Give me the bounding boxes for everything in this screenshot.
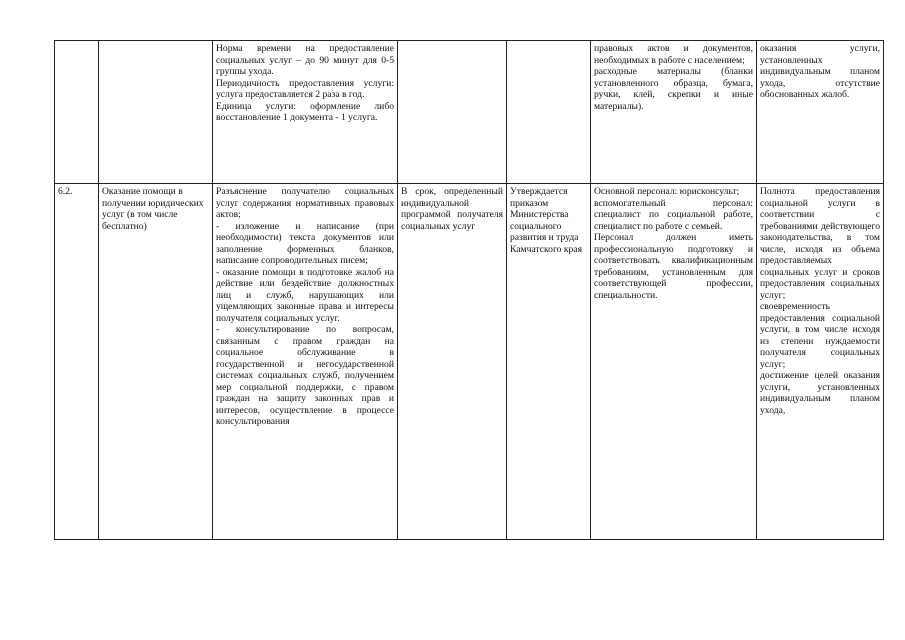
cell-approval <box>507 41 591 184</box>
cell-number: 6.2. <box>55 184 99 540</box>
description-line: Норма времени на предоставление социальных услуг – до 90 минут для 0-5 группы ухода. <box>216 43 394 77</box>
quality-line: своевременность предоставления социальной услуги, в том числе исходя из степени нуждаемости получателя социальных услуг; <box>760 301 880 370</box>
cell-description <box>213 41 398 184</box>
description-line: Единица услуги: оформление либо восстановление 1 документа - 1 услуга. <box>216 100 394 123</box>
cell-conditions <box>591 41 757 184</box>
cell-conditions <box>591 184 757 540</box>
cell-approval: Утверждается приказом Министерства социального развития и труда Камчатского края <box>507 184 591 540</box>
description-line: Периодичность предоставления услуги: услуга предоставляется 2 раза в год. <box>216 77 394 100</box>
conditions-line: расходные материалы (бланки установленного образца, бумага, ручки, клей, скрепки и иные материалы). <box>594 66 753 112</box>
quality-line: оказания услуги, установленных индивидуальным планом ухода, отсутствие обоснованных жалоб. <box>760 43 880 100</box>
conditions-line: Основной персонал: юрисконсульт; <box>594 186 740 197</box>
description-line: - оказание помощи в подготовке жалоб на действие или бездействие должностных лиц и служб, нарушающих или ущемляющих законные права и интересы получателя социальных услуг. <box>216 266 394 324</box>
description-line: Разъяснение получателю социальных услуг содержания нормативных правовых актов; <box>216 186 394 220</box>
cell-quality <box>757 41 884 184</box>
description-line: - изложение и написание (при необходимости) текста документов или заполнение форменных бланков, написание сопроводительных писем; <box>216 220 394 266</box>
description-line: - консультирование по вопросам, связанным с правом граждан на социальное обслуживание в государственной и негосударственной системах социальных служб, получением мер социальной поддержки, с правом граждан на защиту законных прав и интересов, осуществление в процессе консультирования <box>216 324 394 427</box>
table-row <box>55 184 884 540</box>
conditions-line: Персонал должен иметь профессиональную подготовку и соответствовать квалификационным требованиям, установленным для соответствующей профессии, специальности. <box>594 232 753 301</box>
conditions-line: вспомогательный персонал: специалист по социальной работе, специалист по работе с семьей. <box>594 197 753 232</box>
table-row <box>55 41 884 184</box>
conditions-line: правовых актов и документов, необходимых в работе с населением; <box>594 43 753 66</box>
services-table <box>54 40 884 540</box>
cell-quality <box>757 184 884 540</box>
cell-number <box>55 41 99 184</box>
cell-deadline: В срок, определенный индивидуальной программой получателя социальных услуг <box>398 184 507 540</box>
cell-description <box>213 184 398 540</box>
cell-deadline <box>398 41 507 184</box>
cell-service-name <box>99 41 213 184</box>
cell-service-name: Оказание помощи в получении юридических услуг (в том числе бесплатно) <box>99 184 213 540</box>
quality-line: Полнота предоставления социальной услуги в соответствии с требованиями действующего законодательства, в том числе, исходя из объема предоставляемых социальных услуг и сроков предоставления социальных услуг; <box>760 186 880 301</box>
quality-line: достижение целей оказания услуги, установленных индивидуальным планом ухода, <box>760 370 880 416</box>
